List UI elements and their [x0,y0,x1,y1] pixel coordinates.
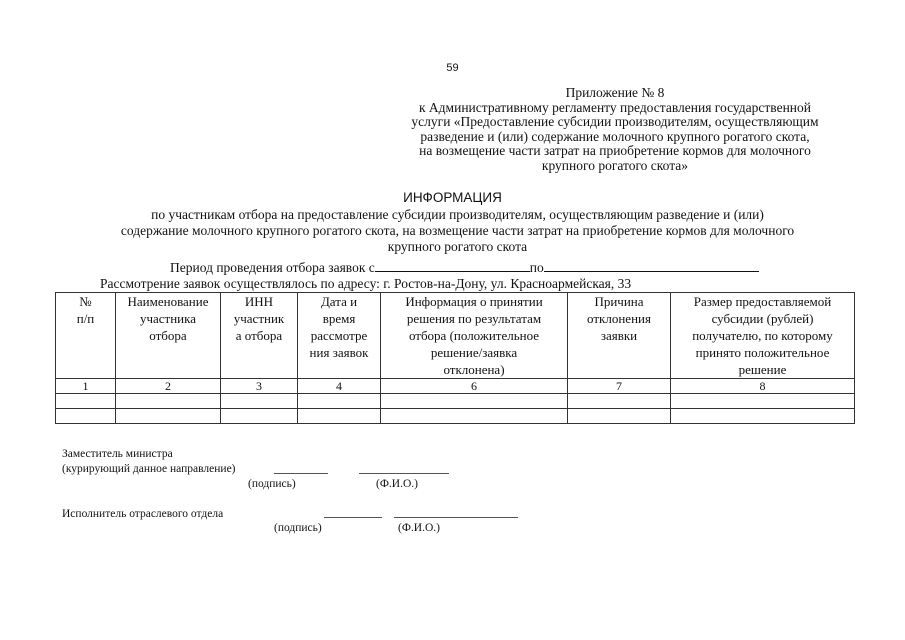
appendix-line: крупного рогатого скота» [541,157,689,173]
table-cell[interactable] [298,409,381,424]
deputy-name-line[interactable] [359,473,449,474]
table-cell[interactable] [381,394,568,409]
review-address: Рассмотрение заявок осуществлялось по адресу: г. Ростов-на-Дону, ул. Красноармейская, 33 [100,276,632,291]
document-title: ИНФОРМАЦИЯ [403,190,502,205]
table-row [56,409,855,424]
deputy-title-line1: Заместитель министра [62,448,173,460]
table-cell[interactable] [56,409,116,424]
executor-name-line[interactable] [394,517,518,518]
header-cell-amount: Размер предоставляемой субсидии (рублей) получателю, по которому принято положительное решение [671,293,855,379]
executor-title: Исполнитель отраслевого отдела [62,508,224,520]
table-cell[interactable] [221,409,298,424]
executor-signature-caption: (подпись) [274,522,322,534]
header-cell-decision: Информация о принятии решения по результатам отбора (положительное решение/заявка отклонена) [381,293,568,379]
table-cell[interactable] [568,409,671,424]
column-number: 8 [671,379,855,394]
appendix-line: на возмещение части затрат на приобретение кормов для молочного [419,143,811,158]
period-end-blank[interactable] [544,259,759,272]
table-header-row [56,293,855,379]
table-cell[interactable] [116,394,221,409]
column-number: 7 [568,379,671,394]
column-number: 1 [56,379,116,394]
period-middle: по [529,260,544,275]
deputy-signature-caption: (подпись) [248,478,296,490]
table-cell[interactable] [116,409,221,424]
header-cell-participant: Наименование участника отбора [116,293,221,379]
column-number: 6 [381,379,568,394]
table-cell[interactable] [298,394,381,409]
selection-period [170,259,759,276]
column-number-row [56,379,855,394]
deputy-name-caption: (Ф.И.О.) [376,478,418,490]
table-row [56,394,855,409]
column-number: 4 [298,379,381,394]
table-cell[interactable] [56,394,116,409]
deputy-title-line2: (курирующий данное направление) [62,463,236,475]
table-cell[interactable] [671,409,855,424]
column-number: 3 [221,379,298,394]
participants-table [55,292,855,424]
header-cell-inn: ИНН участник а отбора [221,293,298,379]
subtitle-line: крупного рогатого скота [387,239,528,254]
executor-name-caption: (Ф.И.О.) [398,522,440,534]
appendix-block [380,86,850,173]
document-subtitle [60,207,855,255]
table-cell[interactable] [221,394,298,409]
appendix-line: услуги «Предоставление субсидии производителям, осуществляющим [411,114,819,129]
executor-signature-line[interactable] [324,517,382,518]
appendix-line: разведение и (или) содержание молочного крупного рогатого скота, [420,128,810,144]
table-cell[interactable] [568,394,671,409]
period-start-blank[interactable] [375,259,530,272]
table-cell[interactable] [671,394,855,409]
deputy-signature-line[interactable] [274,473,328,474]
subtitle-line: содержание молочного крупного рогатого скота, на возмещение части затрат на приобретение кормов для молочного [120,223,795,238]
appendix-line: Приложение № 8 [565,85,665,100]
header-cell-number: № п/п [56,293,116,379]
page-number: 59 [446,62,459,74]
period-prefix: Период проведения отбора заявок с [170,260,375,275]
appendix-line: к Административному регламенту предоставления государственной [419,99,811,115]
header-cell-date: Дата и время рассмотре ния заявок [298,293,381,379]
column-number: 2 [116,379,221,394]
header-cell-reason: Причина отклонения заявки [568,293,671,379]
table-cell[interactable] [381,409,568,424]
subtitle-line: по участникам отбора на предоставление субсидии производителям, осуществляющим разведение и (или) [151,207,764,222]
